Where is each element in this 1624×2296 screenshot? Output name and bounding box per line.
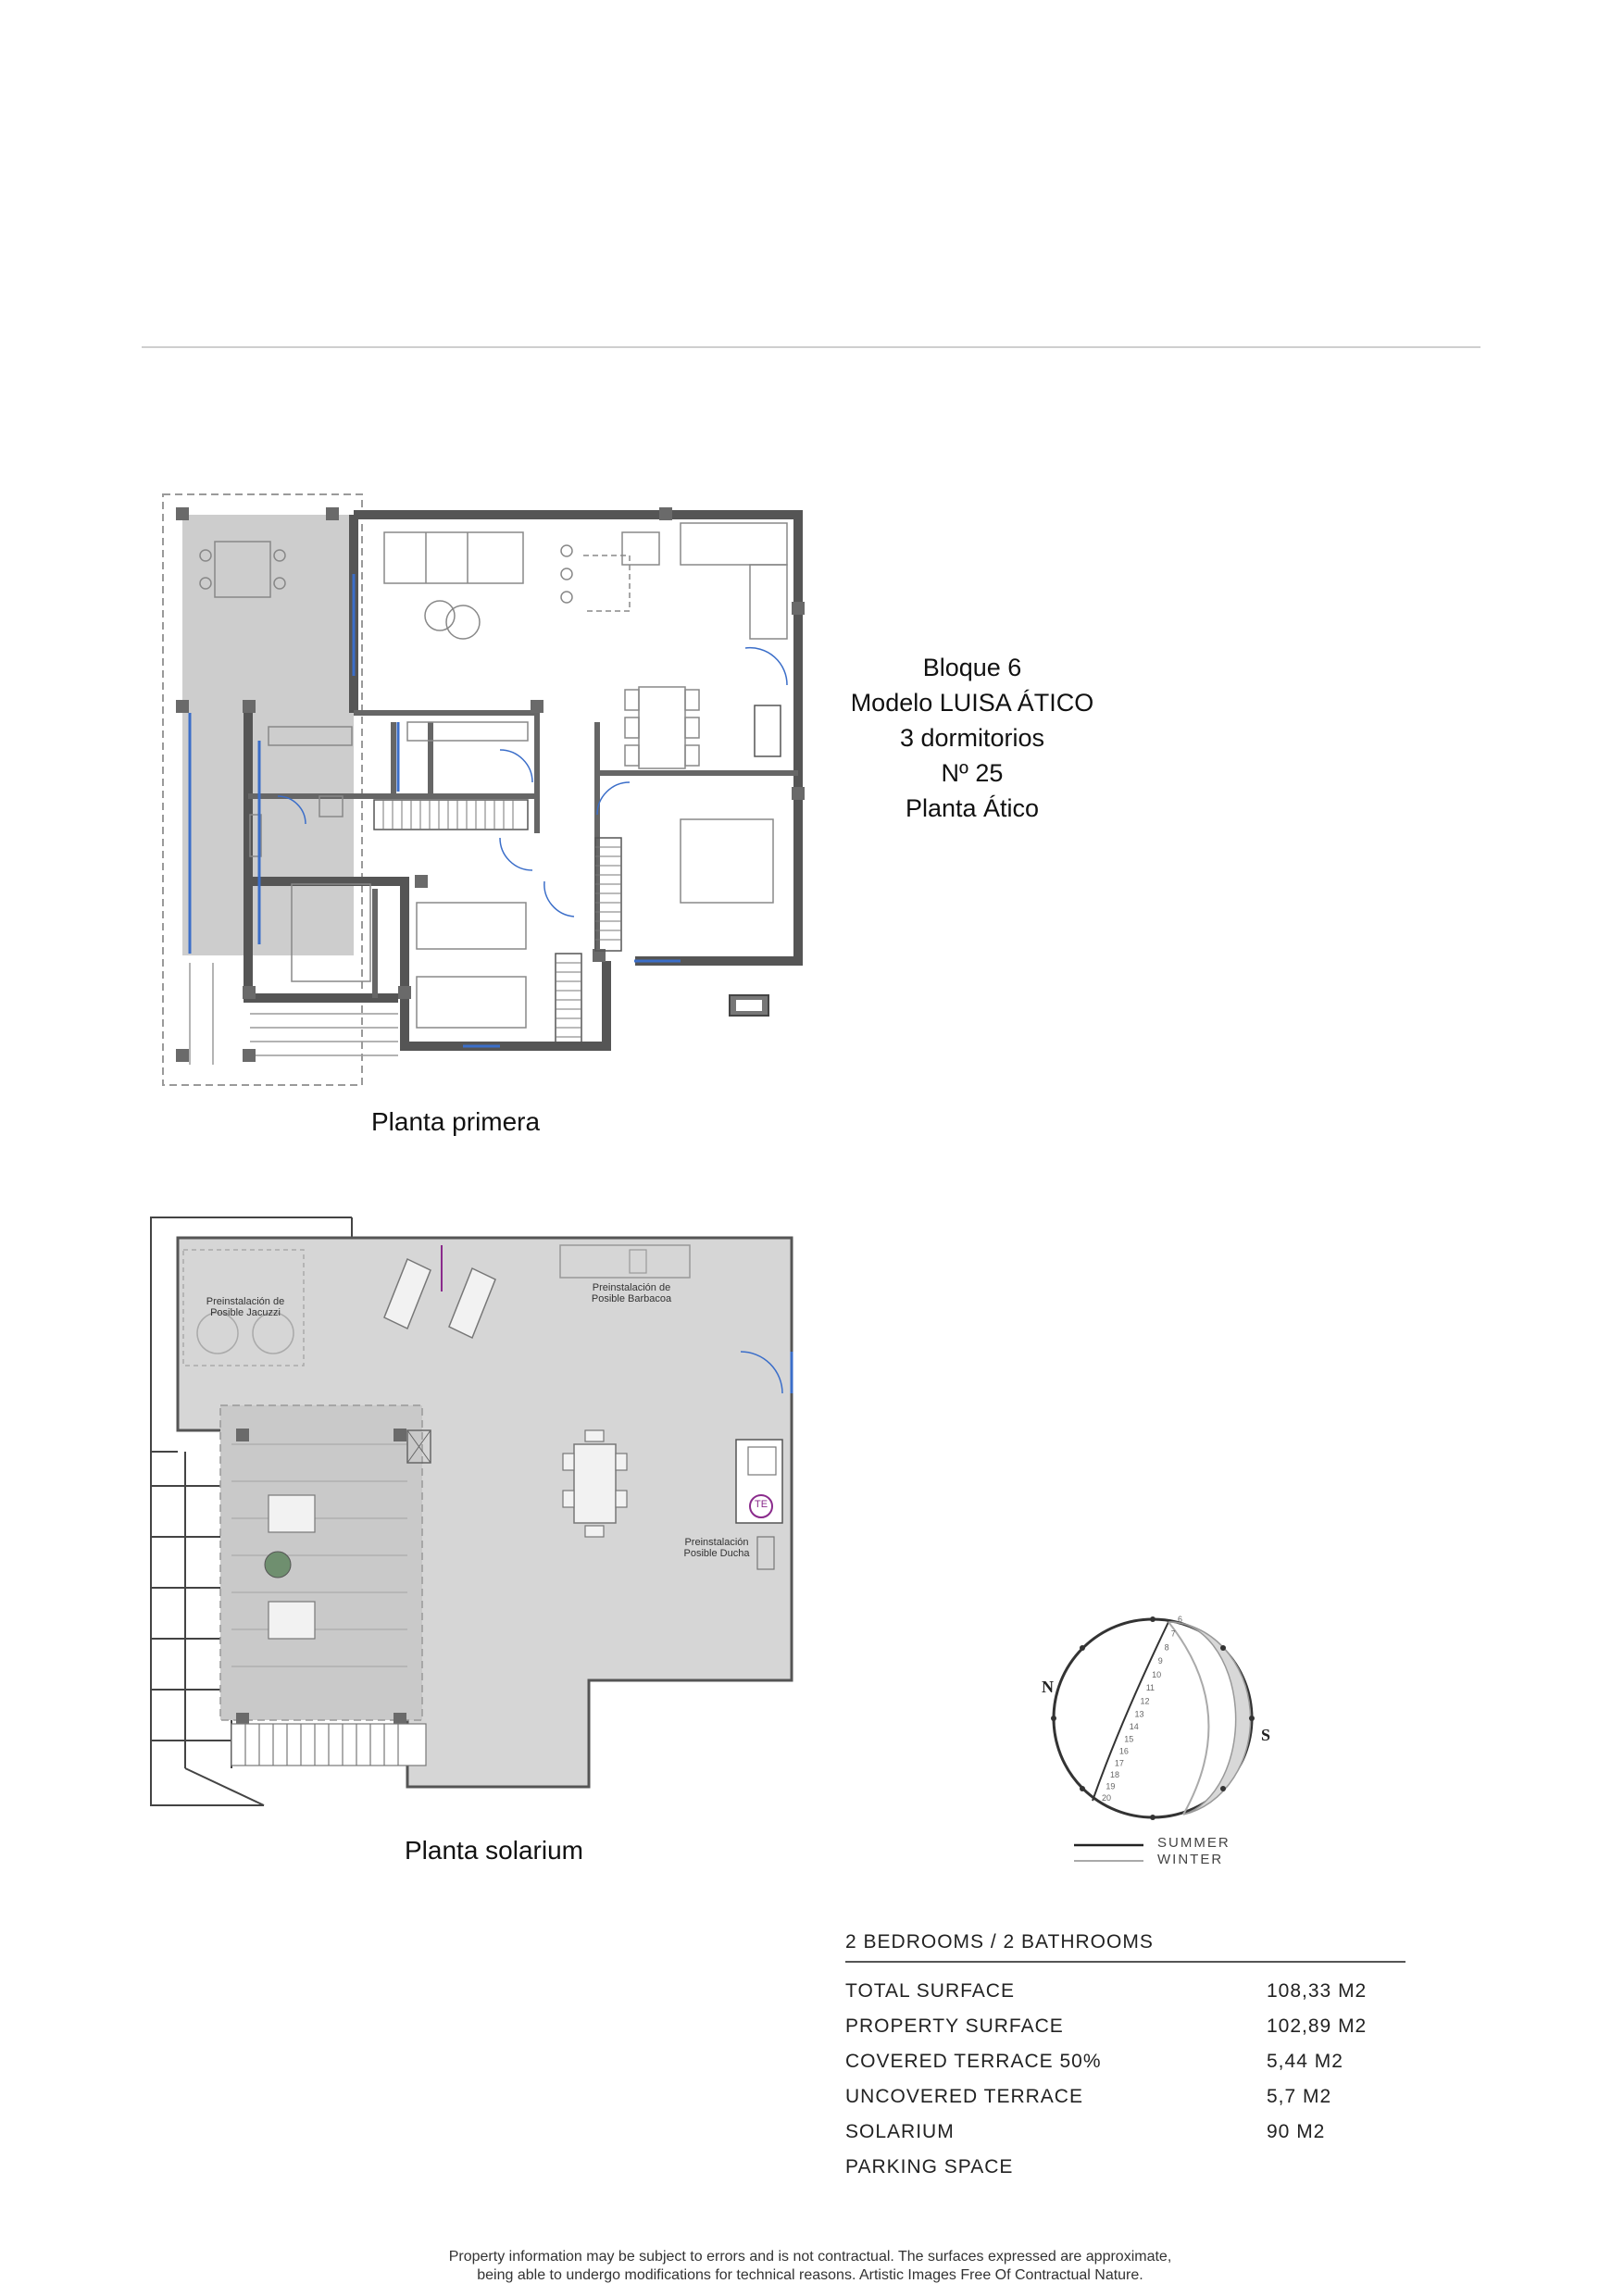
bedroom-count: 3 dormitorios (899, 724, 1045, 752)
block-number: Bloque 6 (922, 654, 1022, 681)
spec-label: TOTAL SURFACE (845, 1980, 1015, 2002)
jacuzzi-note-line1: Preinstalación de (206, 1296, 285, 1307)
spec-row (845, 2009, 1405, 2044)
specs-heading: 2 BEDROOMS / 2 BATHROOMS (845, 1931, 1405, 1963)
spec-row (845, 2115, 1405, 2150)
hour-label: 16 (1118, 1746, 1129, 1756)
spec-value: 90 M2 (1267, 2121, 1326, 2142)
interior-stairs (374, 705, 781, 1044)
hour-label: 14 (1129, 1721, 1139, 1731)
hour-labels (1102, 1615, 1182, 1803)
shower-note-line2: Posible Ducha (683, 1548, 750, 1559)
hour-label: 12 (1140, 1696, 1150, 1706)
te-symbol: TE (754, 1499, 768, 1510)
surface-specs (845, 1931, 1405, 2185)
plant-icon (265, 1552, 291, 1578)
solarium-label: Planta solarium (405, 1836, 583, 1865)
solarium-dining-table (574, 1444, 616, 1523)
first-floor-plan (148, 481, 833, 1092)
hour-label: 8 (1164, 1642, 1169, 1653)
jacuzzi-note-line2: Posible Jacuzzi (210, 1307, 281, 1318)
legal-disclaimer (278, 2248, 1343, 2285)
hour-label: 7 (1170, 1628, 1176, 1639)
sun-path-compass (1018, 1602, 1296, 1870)
shower-note (670, 1537, 763, 1559)
hour-label: 17 (1114, 1758, 1124, 1768)
hour-label: 13 (1134, 1709, 1144, 1719)
disclaimer-line-1: Property information may be subject to errors and is not contractual. The surfaces expressed are approximate, (448, 2249, 1172, 2265)
title-block (796, 650, 1148, 826)
spec-value: 5,44 M2 (1267, 2051, 1343, 2072)
hour-label: 15 (1124, 1734, 1134, 1744)
unit-number: Nº 25 (941, 759, 1004, 787)
barbecue-note-line2: Posible Barbacoa (591, 1293, 672, 1304)
spec-row (845, 2079, 1405, 2115)
spec-row (845, 1974, 1405, 2009)
hour-label: 18 (1110, 1770, 1120, 1780)
south-label: S (1261, 1726, 1271, 1744)
barbecue-note-line1: Preinstalación de (592, 1282, 671, 1293)
barbecue-note (567, 1282, 696, 1304)
hour-label: 10 (1152, 1669, 1162, 1679)
spec-label: SOLARIUM (845, 2121, 955, 2142)
spec-row (845, 2150, 1405, 2185)
first-floor-label: Planta primera (371, 1107, 541, 1136)
summer-legend: SUMMER (1157, 1835, 1230, 1851)
hour-label: 19 (1106, 1781, 1116, 1791)
north-label: N (1042, 1678, 1054, 1696)
spec-value: 102,89 M2 (1267, 2015, 1368, 2037)
model-name: Modelo LUISA ÁTICO (850, 689, 1094, 717)
hour-label: 9 (1157, 1656, 1163, 1666)
spec-label: PROPERTY SURFACE (845, 2015, 1064, 2037)
spec-label: COVERED TERRACE 50% (845, 2051, 1102, 2072)
floor-name: Planta Ático (905, 794, 1040, 822)
spec-label: UNCOVERED TERRACE (845, 2086, 1083, 2107)
spec-value: 108,33 M2 (1267, 1980, 1368, 2002)
winter-legend: WINTER (1157, 1852, 1224, 1867)
disclaimer-line-2: being able to undergo modifications for technical reasons. Artistic Images Free Of Contractual Nature. (477, 2267, 1143, 2283)
spec-value: 5,7 M2 (1267, 2086, 1332, 2107)
hour-label: 20 (1102, 1793, 1112, 1803)
shower-note-line1: Preinstalación (684, 1537, 749, 1548)
spec-row (845, 2044, 1405, 2079)
hour-label: 11 (1145, 1683, 1156, 1693)
spec-label: PARKING SPACE (845, 2156, 1014, 2177)
pergola (220, 1405, 422, 1720)
header-divider (142, 346, 1480, 348)
jacuzzi-note (190, 1296, 301, 1318)
hour-label: 6 (1178, 1615, 1183, 1624)
